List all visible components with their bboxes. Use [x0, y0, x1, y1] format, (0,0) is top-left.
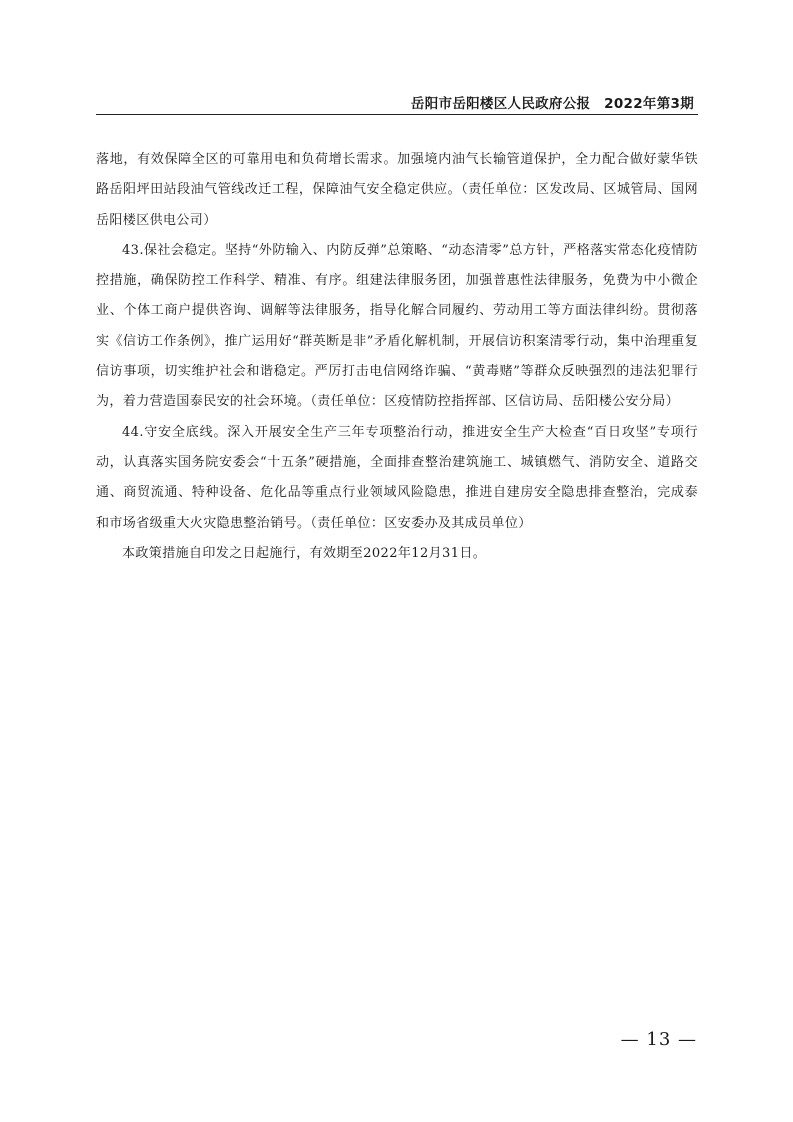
page-number: — 13 —: [620, 1029, 697, 1050]
paragraph-effective-date: 本政策措施自印发之日起施行，有效期至2022年12月31日。: [122, 545, 487, 561]
paragraph-item-43: 43.保社会稳定。坚持“外防输入、内防反弹”总策略、“动态清零”总方针，严格落实常态化疫情防控措施，确保防控工作科学、精准、有序。组建法律服务团，加强普惠性法律服务，免费为中小微企业、个体工商户提供咨询、调解等法律服务，指导化解合同履约、劳动用工等方面法律纠纷。贯彻落实《信访工作条例》，推广运用好“群英断是非”矛盾化解机制，开展信访积案清零行动，集中治理重复信访事项，切实维护社会和谐稳定。严厉打击电信网络诈骗、“黄毒赌”等群众反映强烈的违法犯罪行为，着力营造国泰民安的社会环境。（责任单位：区疫情防控指挥部、区信访局、岳阳楼公安分局）: [96, 242, 698, 410]
paragraph-item-44: 44.守安全底线。深入开展安全生产三年专项整治行动，推进安全生产大检查“百日攻坚”专项行动，认真落实国务院安委会“十五条”硬措施，全面排查整治建筑施工、城镇燃气、消防安全、道路交通、商贸流通、特种设备、危化品等重点行业领域风险隐患，推进自建房安全隐患排查整治，完成泰和市场省级重大火灾隐患整治销号。（责任单位：区安委办及其成员单位）: [96, 424, 698, 531]
paragraph-continuation: 落地，有效保障全区的可靠用电和负荷增长需求。加强境内油气长输管道保护，全力配合做好蒙华铁路岳阳坪田站段油气管线改迁工程，保障油气安全稳定供应。（责任单位：区发改局、区城管局、国网岳阳楼区供电公司）: [96, 152, 698, 228]
page-header: [96, 90, 698, 115]
header-title: 岳阳市岳阳楼区人民政府公报 2022年第3期: [410, 96, 694, 112]
document-body: [96, 145, 698, 569]
